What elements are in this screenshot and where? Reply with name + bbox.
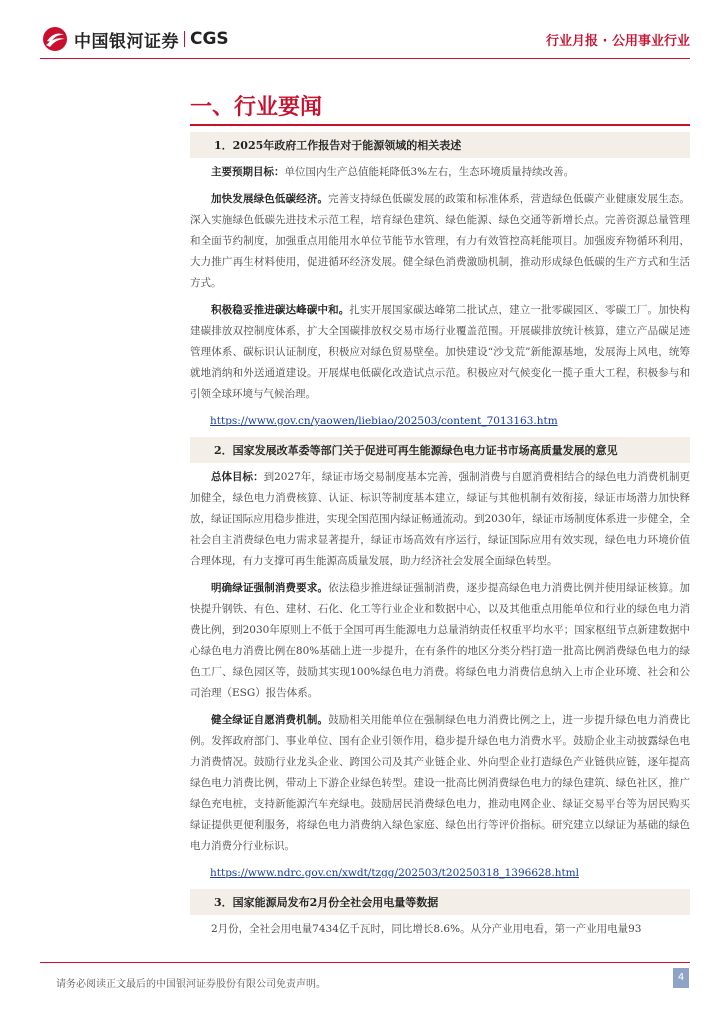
- section-heading: 1．2025年政府工作报告对于能源领域的相关表述: [190, 132, 690, 158]
- paragraph-text: 鼓励相关用能单位在强制绿色电力消费比例之上，进一步提升绿色电力消费比例。发挥政府部门、事业单位、国有企业引领作用，稳步提升绿色电力消费水平。鼓励企业主动披露绿色电力消费情况。鼓励行业龙头企业、跨国公司及其产业链企业、外向型企业打造绿色产业链供应链，逐年提高绿色电力消费比例，带动上下游企业绿色转型。建设一批高比例消费绿色电力的绿色建筑、绿色社区，推广绿色充电桩，支持新能源汽车充绿电。鼓励居民消费绿色电力，推动电网企业、绿证交易平台等为居民购买绿证提供更便利服务，将绿色电力消费纳入绿色家庭、绿色出行等评价指标。研究建立以绿证为基础的绿色电力消费分行业标识。: [190, 714, 690, 852]
- logo-english-name: CGS: [190, 29, 229, 49]
- paragraph-text: 依法稳步推进绿证强制消费，逐步提高绿色电力消费比例并使用绿证核算。加快提升钢铁、有色、建材、石化、化工等行业企业和数据中心，以及其他重点用能单位和行业的绿色电力消费比例，到2030年原则上不低于全国可再生能源电力总量消纳责任权重平均水平；国家枢纽节点新建数据中心绿色电力消费比例在80%基础上进一步提升，在有条件的地区分类分档打造一批高比例消费绿色电力的绿色工厂、绿色园区等，鼓励其实现100%绿色电力消费。将绿色电力消费信息纳入上市企业环境、社会和公司治理（ESG）报告体系。: [190, 582, 690, 699]
- footer-divider: [40, 962, 690, 963]
- logo-chinese-name: 中国银河证券: [74, 31, 179, 52]
- paragraph-lead: 加快发展绿色低碳经济。: [211, 193, 329, 205]
- page-header: [0, 0, 724, 70]
- main-content: [190, 132, 690, 946]
- galaxy-logo-icon: [42, 26, 68, 52]
- news-section: [190, 437, 690, 883]
- paragraph: [190, 919, 690, 940]
- paragraph-lead: 总体目标：: [211, 471, 264, 483]
- news-section: [190, 889, 690, 940]
- disclaimer-text: 请务必阅读正文最后的中国银河证券股份有限公司免责声明。: [56, 979, 326, 990]
- paragraph: [190, 162, 690, 183]
- section-heading: 3．国家能源局发布2月份全社会用电量等数据: [190, 889, 690, 915]
- section-heading: 2．国家发展改革委等部门关于促进可再生能源绿色电力证书市场高质量发展的意见: [190, 437, 690, 463]
- paragraph-lead: 健全绿证自愿消费机制。: [211, 714, 329, 726]
- paragraph-text: 2月份，全社会用电量7434亿千瓦时，同比增长8.6%。从分产业用电看，第一产业用电量93: [211, 923, 642, 935]
- paragraph: [190, 710, 690, 857]
- paragraph-lead: 主要预期目标：: [211, 166, 285, 178]
- paragraph: [190, 189, 690, 294]
- paragraph-lead: 明确绿证强制消费要求。: [211, 582, 329, 594]
- company-logo: [42, 26, 229, 52]
- paragraph-text: 到2027年，绿证市场交易制度基本完善，强制消费与自愿消费相结合的绿色电力消费机制更加健全，绿色电力消费核算、认证、标识等制度基本建立，绿证与其他机制有效衔接，绿证市场潜力加快释放，绿证国际应用稳步推进，实现全国范围内绿证畅通流动。到2030年，绿证市场制度体系进一步健全，全社会自主消费绿色电力需求显著提升，绿证市场高效有序运行，绿证国际应用有效实现，绿色电力环境价值合理体现，有力支撑可再生能源高质量发展，助力经济社会发展全面绿色转型。: [190, 471, 690, 567]
- report-tag: 行业月报 · 公用事业行业: [546, 34, 690, 49]
- paragraph-text: 单位国内生产总值能耗降低3%左右，生态环境质量持续改善。: [284, 166, 575, 178]
- paragraph: [190, 300, 690, 405]
- paragraph-text: 完善支持绿色低碳发展的政策和标准体系，营造绿色低碳产业健康发展生态。深入实施绿色低碳先进技术示范工程，培育绿色建筑、绿色能源、绿色交通等新增长点。完善资源总量管理和全面节约制度，加强重点用能用水单位节能节水管理，有力有效管控高耗能项目。加强废弃物循环利用，大力推广再生材料使用，促进循环经济发展。健全绿色消费激励机制，推动形成绿色低碳的生产方式和生活方式。: [190, 193, 690, 289]
- paragraph-lead: 积极稳妥推进碳达峰碳中和。: [211, 304, 350, 316]
- logo-divider: [184, 31, 185, 47]
- source-link[interactable]: https://www.ndrc.gov.cn/xwdt/tzgg/202503/t20250318_1396628.html: [210, 867, 579, 879]
- source-link[interactable]: https://www.gov.cn/yaowen/liebiao/202503/content_7013163.htm: [210, 415, 558, 427]
- paragraph: [190, 578, 690, 704]
- paragraph: [190, 467, 690, 572]
- page-number: 4: [673, 968, 689, 988]
- news-section: [190, 132, 690, 431]
- title-rule: [190, 124, 690, 126]
- header-divider: [40, 58, 690, 59]
- section-title: 一、行业要闻: [190, 95, 323, 120]
- paragraph-text: 扎实开展国家碳达峰第二批试点，建立一批零碳园区、零碳工厂。加快构建碳排放双控制度体系，扩大全国碳排放权交易市场行业覆盖范围。开展碳排放统计核算，建立产品碳足迹管理体系、碳标识认证制度，积极应对绿色贸易壁垒。加快建设“沙戈荒”新能源基地，发展海上风电，统筹就地消纳和外送通道建设。开展煤电低碳化改造试点示范。积极应对气候变化一揽子重大工程，积极参与和引领全球环境与气候治理。: [190, 304, 691, 400]
